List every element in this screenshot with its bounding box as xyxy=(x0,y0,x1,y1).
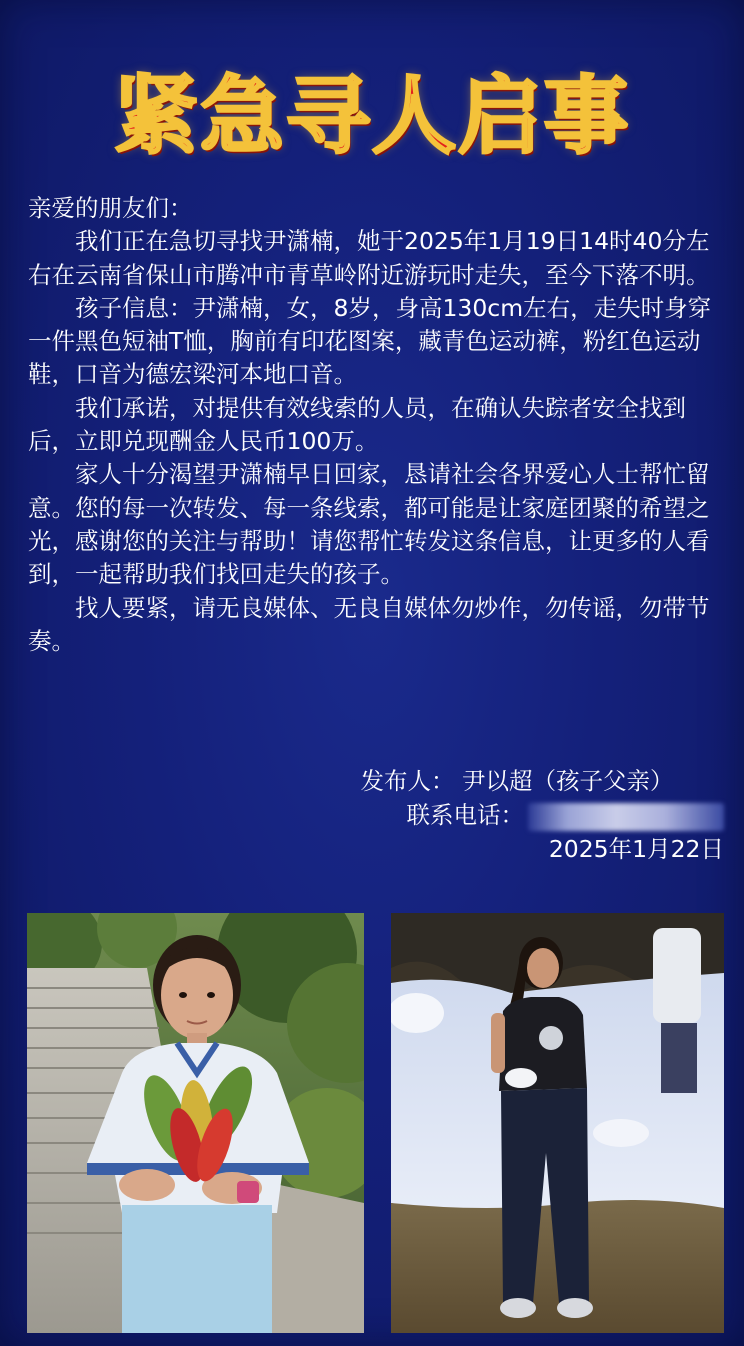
paragraph-incident: 我们正在急切寻找尹潇楠，她于2025年1月19日14时40分左右在云南省保山市腾冲市青草岭附近游玩时走失，至今下落不明。 xyxy=(28,227,710,289)
paragraph-reward: 我们承诺，对提供有效线索的人员，在确认失踪者安全找到后，立即兑现酬金人民币100万。 xyxy=(28,393,686,456)
poster-title: 紧急寻人启事 xyxy=(113,67,630,165)
phone-label: 联系电话： xyxy=(406,801,524,829)
poster-body xyxy=(28,192,728,658)
paragraph-child-info: 孩子信息：尹潇楠，女，8岁，身高130cm左右，走失时身穿一件黑色短袖T恤，胸前有印花图案，藏青色运动裤，粉红色运动鞋，口音为德宏梁河本地口音。 xyxy=(28,293,712,389)
paragraph-media-notice: 找人要紧，请无良媒体、无良自媒体勿炒作，勿传谣，勿带节奏。 xyxy=(28,593,710,655)
publish-date: 2025年1月22日 xyxy=(548,835,724,863)
publisher-line: 发布人： 尹以超（孩子父亲） xyxy=(360,767,674,795)
greeting: 亲爱的朋友们： xyxy=(28,194,193,222)
phone-line xyxy=(361,798,725,832)
child-photo-stairs xyxy=(27,913,364,1333)
paragraph-appeal: 家人十分渴望尹潇楠早日回家，恳请社会各界爱心人士帮忙留意。您的每一次转发、每一条线索，都可能是让家庭团聚的希望之光，感谢您的关注与帮助！请您帮忙转发这条信息，让更多的人看到，一起帮助我们找回走失的孩子。 xyxy=(28,460,710,589)
signoff-block xyxy=(361,764,725,866)
blurred-phone-number xyxy=(528,803,724,831)
child-photo-snow xyxy=(391,913,724,1333)
